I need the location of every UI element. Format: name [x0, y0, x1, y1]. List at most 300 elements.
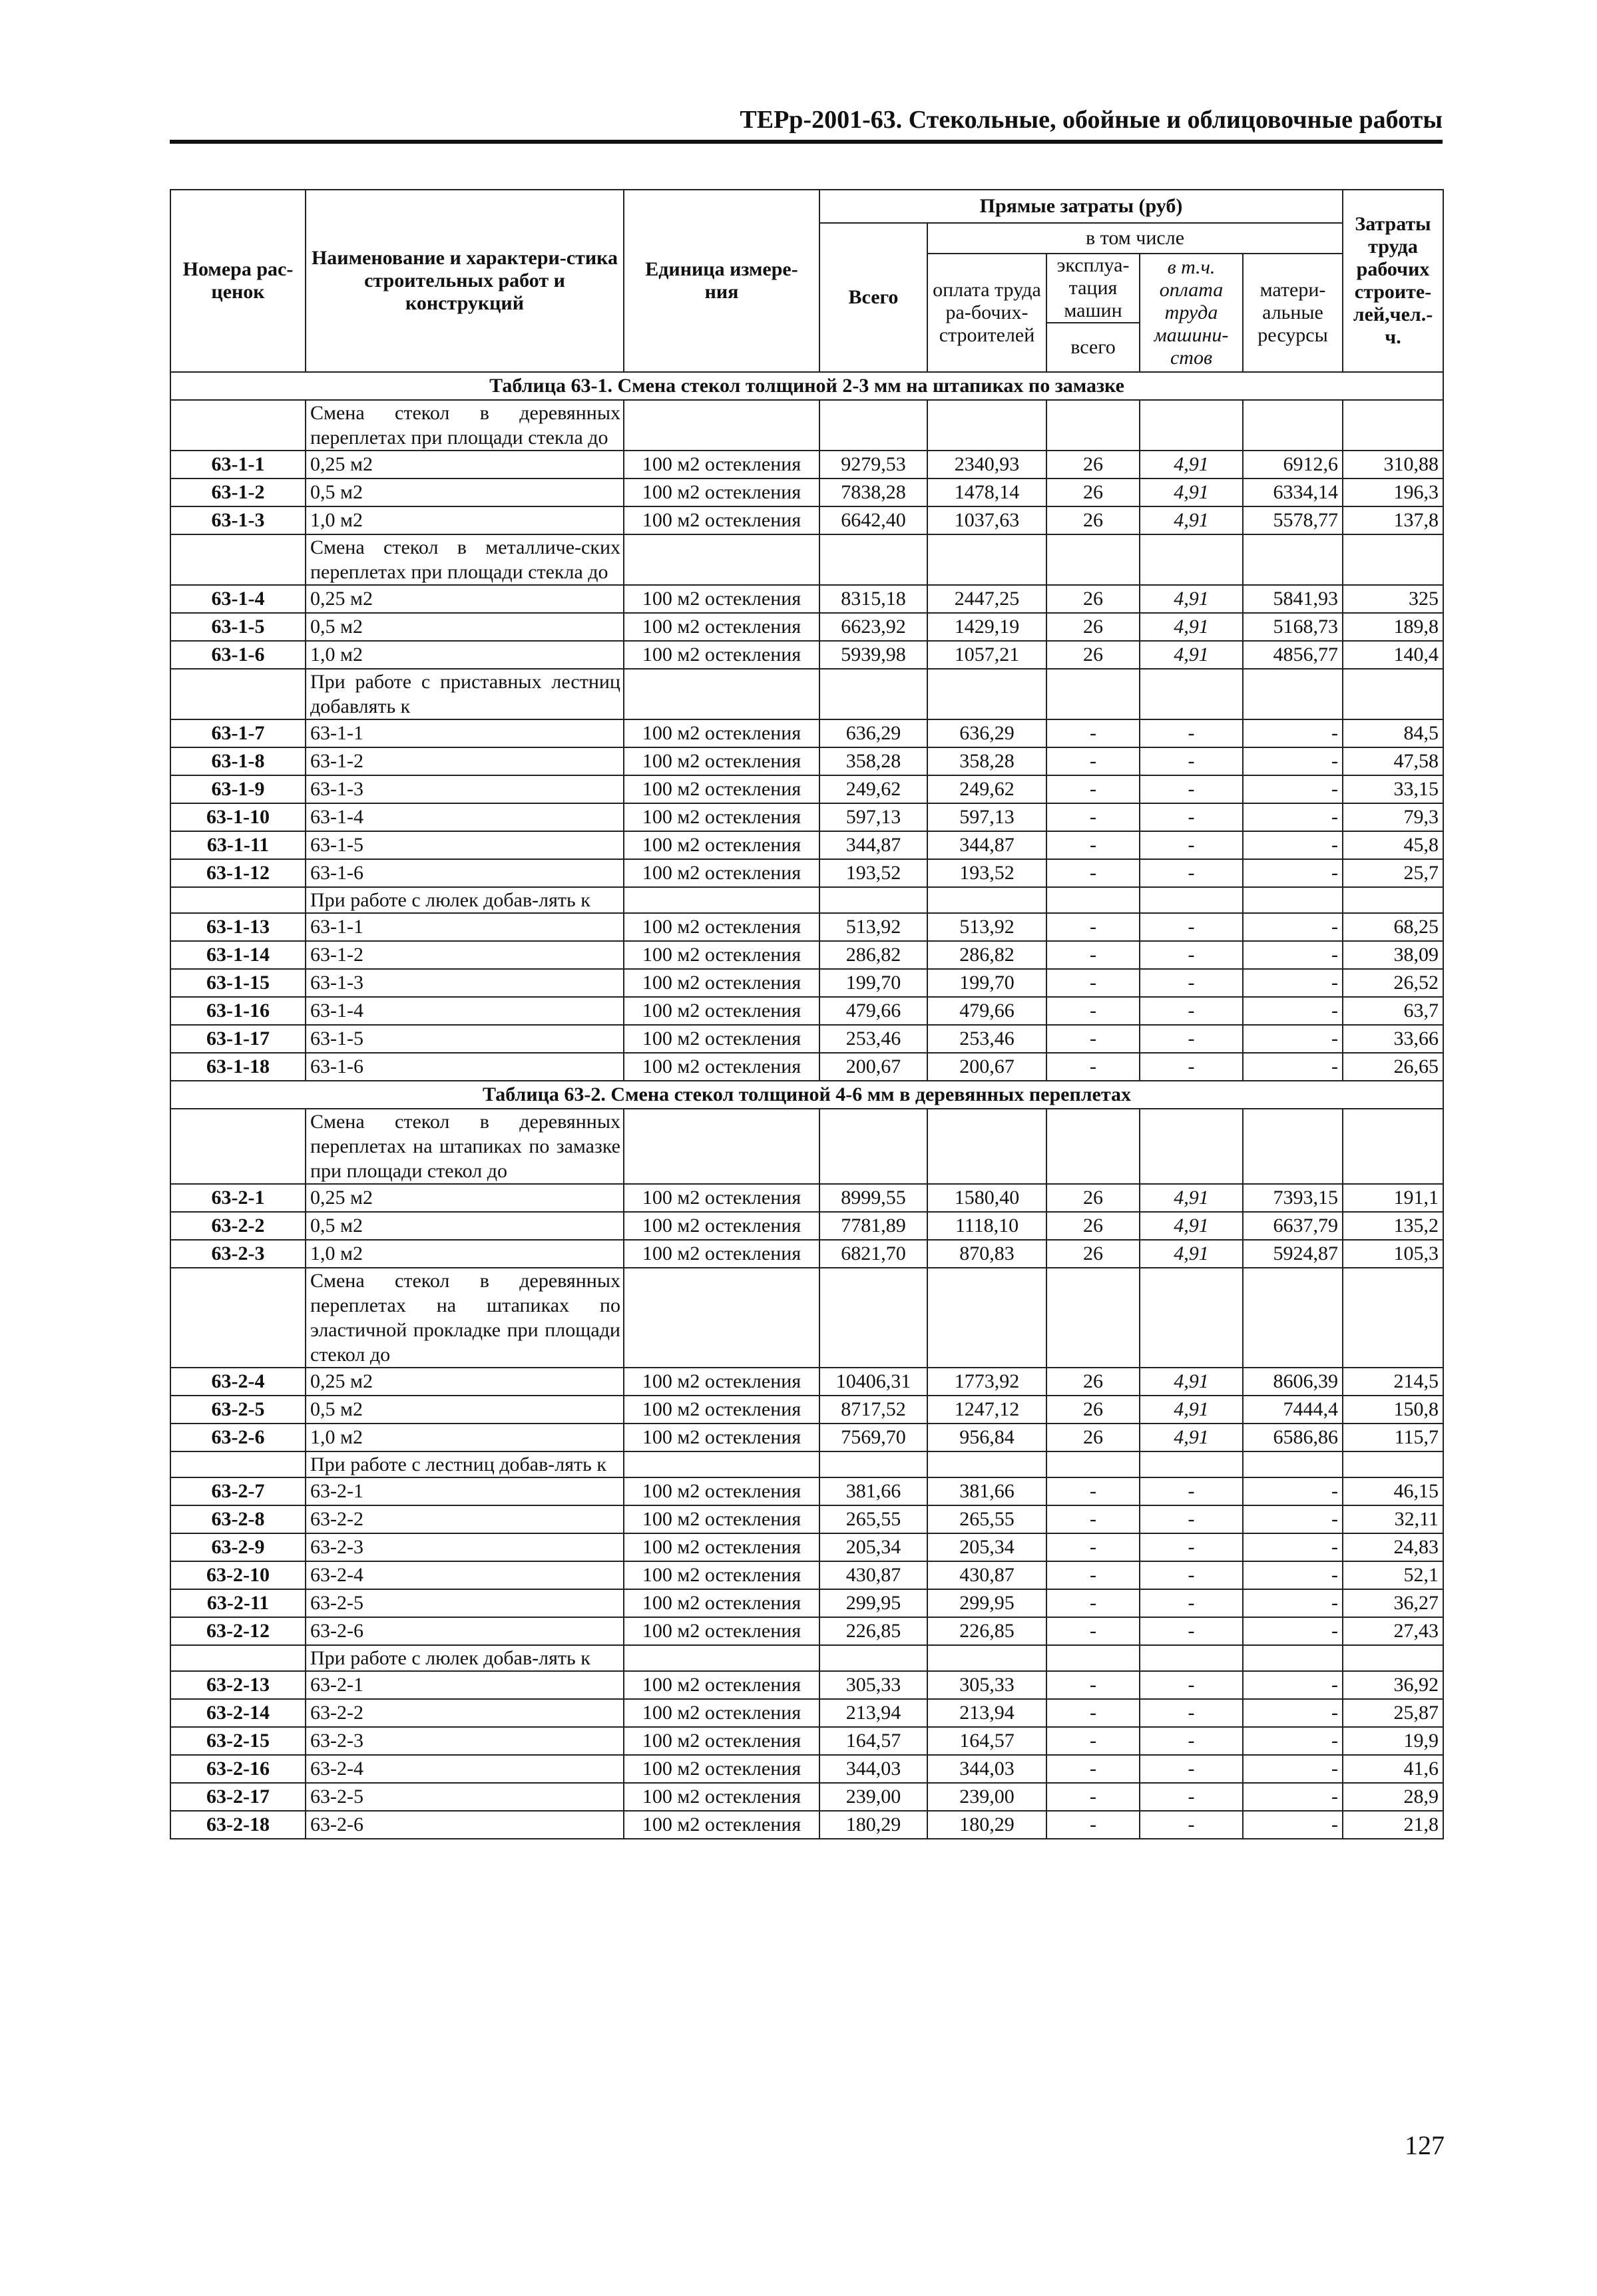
machine-wage-cost: -: [1140, 913, 1243, 941]
table-row: [170, 506, 1443, 534]
unit: 100 м2 остекления: [624, 719, 819, 747]
table-row: [170, 1699, 1443, 1727]
empty-cell: [1243, 887, 1343, 913]
rate-code: 63-2-7: [170, 1477, 306, 1505]
rate-code: 63-2-16: [170, 1755, 306, 1783]
rate-code: 63-2-9: [170, 1533, 306, 1561]
material-cost: -: [1243, 997, 1343, 1025]
empty-cell: [819, 1645, 927, 1671]
group-header-row: [170, 1109, 1443, 1184]
total-cost: 249,62: [819, 775, 927, 803]
col-header-labor: Затраты труда рабочих строите-лей,чел.-ч.: [1343, 190, 1443, 372]
total-cost: 597,13: [819, 803, 927, 831]
material-cost: -: [1243, 1811, 1343, 1839]
total-cost: 636,29: [819, 719, 927, 747]
machine-wage-cost: 4,91: [1140, 1184, 1243, 1212]
machine-cost: -: [1046, 775, 1140, 803]
unit: 100 м2 остекления: [624, 1212, 819, 1240]
table-row: [170, 478, 1443, 506]
machine-wage-cost: -: [1140, 1589, 1243, 1617]
work-name: 63-2-2: [306, 1699, 624, 1727]
wage-cost: 513,92: [927, 913, 1046, 941]
unit: 100 м2 остекления: [624, 1671, 819, 1699]
total-cost: 205,34: [819, 1533, 927, 1561]
material-cost: -: [1243, 831, 1343, 859]
machine-cost: -: [1046, 747, 1140, 775]
group-header-row: [170, 1645, 1443, 1671]
machine-cost: 26: [1046, 1396, 1140, 1424]
table-row: [170, 941, 1443, 969]
total-cost: 213,94: [819, 1699, 927, 1727]
material-cost: -: [1243, 803, 1343, 831]
labor-cost: 105,3: [1343, 1240, 1443, 1268]
labor-cost: 47,58: [1343, 747, 1443, 775]
wage-cost: 430,87: [927, 1561, 1046, 1589]
empty-cell: [1343, 400, 1443, 451]
group-header-row: [170, 534, 1443, 585]
wage-cost: 253,46: [927, 1025, 1046, 1053]
empty-cell: [624, 1109, 819, 1184]
wage-cost: 164,57: [927, 1727, 1046, 1755]
empty-cell: [927, 1451, 1046, 1477]
wage-cost: 305,33: [927, 1671, 1046, 1699]
wage-cost: 199,70: [927, 969, 1046, 997]
wage-cost: 344,03: [927, 1755, 1046, 1783]
machine-wage-cost: -: [1140, 1727, 1243, 1755]
labor-cost: 68,25: [1343, 913, 1443, 941]
work-name: 63-1-3: [306, 775, 624, 803]
group-title: Смена стекол в деревянных переплетах на штапиках по замазке при площади стекол до: [306, 1109, 624, 1184]
machine-wage-cost: -: [1140, 1505, 1243, 1533]
total-cost: 8999,55: [819, 1184, 927, 1212]
work-name: 1,0 м2: [306, 506, 624, 534]
machine-wage-cost: 4,91: [1140, 506, 1243, 534]
empty-cell: [1343, 1451, 1443, 1477]
total-cost: 5939,98: [819, 641, 927, 669]
rate-code: 63-2-17: [170, 1783, 306, 1811]
col-header-unit: Единица измере-ния: [624, 190, 819, 372]
table-row: [170, 997, 1443, 1025]
material-cost: -: [1243, 1533, 1343, 1561]
unit: 100 м2 остекления: [624, 478, 819, 506]
material-cost: 7444,4: [1243, 1396, 1343, 1424]
wage-cost: 2447,25: [927, 585, 1046, 613]
labor-cost: 33,15: [1343, 775, 1443, 803]
table-row: [170, 1025, 1443, 1053]
work-name: 0,5 м2: [306, 613, 624, 641]
table-row: [170, 451, 1443, 478]
labor-cost: 26,52: [1343, 969, 1443, 997]
group-title: При работе с приставных лестниц добавлять к: [306, 669, 624, 719]
empty-cell: [1343, 887, 1443, 913]
empty-cell: [819, 887, 927, 913]
work-name: 63-1-1: [306, 719, 624, 747]
rate-code: 63-1-16: [170, 997, 306, 1025]
unit: 100 м2 остекления: [624, 585, 819, 613]
machine-wage-cost: 4,91: [1140, 478, 1243, 506]
col-header-incl-wage: в т.ч. оплата труда машини-стов: [1140, 254, 1243, 372]
machine-wage-cost: -: [1140, 803, 1243, 831]
work-name: 63-2-5: [306, 1589, 624, 1617]
work-name: 63-2-4: [306, 1561, 624, 1589]
wage-cost: 239,00: [927, 1783, 1046, 1811]
table-row: [170, 585, 1443, 613]
table-row: [170, 1368, 1443, 1396]
group-title: Смена стекол в деревянных переплетах на штапиках по эластичной прокладке при площади стекол до: [306, 1268, 624, 1368]
work-name: 63-2-3: [306, 1533, 624, 1561]
unit: 100 м2 остекления: [624, 641, 819, 669]
col-header-wage: оплата труда ра-бочих-строителей: [927, 254, 1046, 372]
material-cost: -: [1243, 1589, 1343, 1617]
unit: 100 м2 остекления: [624, 1699, 819, 1727]
machine-cost: -: [1046, 1561, 1140, 1589]
wage-cost: 205,34: [927, 1533, 1046, 1561]
material-cost: -: [1243, 1699, 1343, 1727]
wage-cost: 1478,14: [927, 478, 1046, 506]
machine-cost: -: [1046, 1533, 1140, 1561]
work-name: 1,0 м2: [306, 641, 624, 669]
total-cost: 164,57: [819, 1727, 927, 1755]
wage-cost: 1037,63: [927, 506, 1046, 534]
labor-cost: 191,1: [1343, 1184, 1443, 1212]
labor-cost: 38,09: [1343, 941, 1443, 969]
material-cost: -: [1243, 1783, 1343, 1811]
table-row: [170, 1240, 1443, 1268]
rate-code: 63-2-10: [170, 1561, 306, 1589]
empty-cell: [1243, 400, 1343, 451]
unit: 100 м2 остекления: [624, 1533, 819, 1561]
labor-cost: 196,3: [1343, 478, 1443, 506]
unit: 100 м2 остекления: [624, 1025, 819, 1053]
unit: 100 м2 остекления: [624, 859, 819, 887]
rate-code: 63-1-8: [170, 747, 306, 775]
machine-cost: -: [1046, 831, 1140, 859]
machine-wage-cost: -: [1140, 1053, 1243, 1081]
machine-cost: 26: [1046, 1368, 1140, 1396]
wage-cost: 193,52: [927, 859, 1046, 887]
table-row: [170, 1727, 1443, 1755]
total-cost: 7838,28: [819, 478, 927, 506]
table-row: [170, 719, 1443, 747]
unit: 100 м2 остекления: [624, 1755, 819, 1783]
col-header-total: Всего: [819, 223, 927, 372]
table-row: [170, 913, 1443, 941]
rate-code: 63-1-6: [170, 641, 306, 669]
wage-cost: 249,62: [927, 775, 1046, 803]
wage-cost: 870,83: [927, 1240, 1046, 1268]
total-cost: 305,33: [819, 1671, 927, 1699]
work-name: 63-1-5: [306, 831, 624, 859]
work-name: 63-1-4: [306, 803, 624, 831]
table-caption: Таблица 63-2. Смена стекол толщиной 4-6 мм в деревянных переплетах: [170, 1081, 1443, 1109]
empty-cell: [624, 534, 819, 585]
total-cost: 286,82: [819, 941, 927, 969]
empty-cell: [1140, 669, 1243, 719]
machine-cost: -: [1046, 803, 1140, 831]
machine-wage-cost: 4,91: [1140, 1424, 1243, 1451]
machine-cost: -: [1046, 997, 1140, 1025]
work-name: 63-2-6: [306, 1617, 624, 1645]
material-cost: 5924,87: [1243, 1240, 1343, 1268]
empty-cell: [1140, 400, 1243, 451]
material-cost: -: [1243, 941, 1343, 969]
material-cost: 6912,6: [1243, 451, 1343, 478]
work-name: 63-2-2: [306, 1505, 624, 1533]
table-row: [170, 1053, 1443, 1081]
page-header: ТЕРр-2001-63. Стекольные, обойные и облицовочные работы: [740, 106, 1443, 134]
rate-code: 63-1-7: [170, 719, 306, 747]
work-name: 63-2-3: [306, 1727, 624, 1755]
labor-cost: 137,8: [1343, 506, 1443, 534]
labor-cost: 135,2: [1343, 1212, 1443, 1240]
unit: 100 м2 остекления: [624, 1424, 819, 1451]
table-row: [170, 831, 1443, 859]
unit: 100 м2 остекления: [624, 1396, 819, 1424]
material-cost: -: [1243, 1671, 1343, 1699]
material-cost: -: [1243, 775, 1343, 803]
unit: 100 м2 остекления: [624, 1477, 819, 1505]
empty-cell: [1243, 1451, 1343, 1477]
machine-cost: -: [1046, 913, 1140, 941]
empty-cell: [1243, 669, 1343, 719]
labor-cost: 84,5: [1343, 719, 1443, 747]
empty-cell: [927, 1268, 1046, 1368]
rate-code: 63-1-1: [170, 451, 306, 478]
table-row: [170, 1477, 1443, 1505]
wage-cost: 286,82: [927, 941, 1046, 969]
work-name: 0,5 м2: [306, 1212, 624, 1240]
material-cost: 8606,39: [1243, 1368, 1343, 1396]
machine-cost: -: [1046, 1783, 1140, 1811]
machine-cost: 26: [1046, 613, 1140, 641]
machine-cost: -: [1046, 1505, 1140, 1533]
total-cost: 344,87: [819, 831, 927, 859]
labor-cost: 25,7: [1343, 859, 1443, 887]
empty-cell: [819, 400, 927, 451]
group-header-row: [170, 400, 1443, 451]
work-name: 0,5 м2: [306, 1396, 624, 1424]
total-cost: 381,66: [819, 1477, 927, 1505]
labor-cost: 52,1: [1343, 1561, 1443, 1589]
machine-cost: -: [1046, 1727, 1140, 1755]
empty-cell: [1046, 1109, 1140, 1184]
work-name: 63-1-6: [306, 859, 624, 887]
unit: 100 м2 остекления: [624, 997, 819, 1025]
header-rule: [170, 140, 1443, 144]
work-name: 0,25 м2: [306, 451, 624, 478]
wage-cost: 299,95: [927, 1589, 1046, 1617]
rate-code: 63-2-12: [170, 1617, 306, 1645]
table-row: [170, 1561, 1443, 1589]
total-cost: 8315,18: [819, 585, 927, 613]
empty-cell: [1243, 1268, 1343, 1368]
empty-cell: [1140, 534, 1243, 585]
empty-cell: [1343, 1645, 1443, 1671]
total-cost: 265,55: [819, 1505, 927, 1533]
total-cost: 344,03: [819, 1755, 927, 1783]
total-cost: 253,46: [819, 1025, 927, 1053]
total-cost: 199,70: [819, 969, 927, 997]
table-caption-row: [170, 1081, 1443, 1109]
machine-wage-cost: -: [1140, 1477, 1243, 1505]
empty-cell: [170, 534, 306, 585]
empty-cell: [927, 669, 1046, 719]
material-cost: 6637,79: [1243, 1212, 1343, 1240]
machine-cost: -: [1046, 859, 1140, 887]
material-cost: -: [1243, 719, 1343, 747]
unit: 100 м2 остекления: [624, 451, 819, 478]
table-row: [170, 1589, 1443, 1617]
empty-cell: [1140, 887, 1243, 913]
labor-cost: 115,7: [1343, 1424, 1443, 1451]
wage-cost: 2340,93: [927, 451, 1046, 478]
rate-code: 63-1-9: [170, 775, 306, 803]
machine-cost: 26: [1046, 1424, 1140, 1451]
rate-code: 63-1-18: [170, 1053, 306, 1081]
total-cost: 239,00: [819, 1783, 927, 1811]
wage-cost: 226,85: [927, 1617, 1046, 1645]
wage-cost: 180,29: [927, 1811, 1046, 1839]
table-row: [170, 1184, 1443, 1212]
empty-cell: [170, 1645, 306, 1671]
wage-cost: 200,67: [927, 1053, 1046, 1081]
rate-code: 63-1-17: [170, 1025, 306, 1053]
machine-cost: 26: [1046, 1184, 1140, 1212]
empty-cell: [927, 1645, 1046, 1671]
work-name: 0,25 м2: [306, 1368, 624, 1396]
machine-wage-cost: 4,91: [1140, 613, 1243, 641]
wage-cost: 1057,21: [927, 641, 1046, 669]
col-header-name: Наименование и характери-стика строительных работ и конструкций: [306, 190, 624, 372]
machine-wage-cost: 4,91: [1140, 451, 1243, 478]
wage-cost: 956,84: [927, 1424, 1046, 1451]
group-header-row: [170, 1451, 1443, 1477]
empty-cell: [624, 1268, 819, 1368]
machine-wage-cost: -: [1140, 1783, 1243, 1811]
machine-cost: 26: [1046, 506, 1140, 534]
total-cost: 7781,89: [819, 1212, 927, 1240]
material-cost: -: [1243, 1755, 1343, 1783]
work-name: 63-1-1: [306, 913, 624, 941]
machine-wage-cost: -: [1140, 997, 1243, 1025]
unit: 100 м2 остекления: [624, 1811, 819, 1839]
rate-code: 63-1-2: [170, 478, 306, 506]
machine-cost: -: [1046, 1589, 1140, 1617]
empty-cell: [624, 887, 819, 913]
total-cost: 430,87: [819, 1561, 927, 1589]
rate-code: 63-2-1: [170, 1184, 306, 1212]
machine-cost: 26: [1046, 1240, 1140, 1268]
material-cost: 5578,77: [1243, 506, 1343, 534]
labor-cost: 32,11: [1343, 1505, 1443, 1533]
machine-wage-cost: 4,91: [1140, 585, 1243, 613]
table-row: [170, 969, 1443, 997]
empty-cell: [1343, 1109, 1443, 1184]
rate-code: 63-1-3: [170, 506, 306, 534]
wage-cost: 597,13: [927, 803, 1046, 831]
machine-cost: -: [1046, 1617, 1140, 1645]
labor-cost: 25,87: [1343, 1699, 1443, 1727]
machine-wage-cost: -: [1140, 941, 1243, 969]
table-body: [170, 372, 1443, 1839]
group-header-row: [170, 1268, 1443, 1368]
table-header: [170, 190, 1443, 372]
total-cost: 226,85: [819, 1617, 927, 1645]
rate-code: 63-1-5: [170, 613, 306, 641]
work-name: 63-2-4: [306, 1755, 624, 1783]
empty-cell: [1046, 669, 1140, 719]
total-cost: 193,52: [819, 859, 927, 887]
rate-code: 63-2-18: [170, 1811, 306, 1839]
wage-cost: 381,66: [927, 1477, 1046, 1505]
empty-cell: [170, 887, 306, 913]
table-row: [170, 1617, 1443, 1645]
table-row: [170, 803, 1443, 831]
machine-wage-cost: -: [1140, 831, 1243, 859]
table-row: [170, 747, 1443, 775]
material-cost: 7393,15: [1243, 1184, 1343, 1212]
labor-cost: 45,8: [1343, 831, 1443, 859]
group-title: При работе с лестниц добав-лять к: [306, 1451, 624, 1477]
group-header-row: [170, 887, 1443, 913]
empty-cell: [170, 1268, 306, 1368]
empty-cell: [1343, 669, 1443, 719]
wage-cost: 479,66: [927, 997, 1046, 1025]
material-cost: 4856,77: [1243, 641, 1343, 669]
group-title: Смена стекол в деревянных переплетах при площади стекла до: [306, 400, 624, 451]
unit: 100 м2 остекления: [624, 613, 819, 641]
unit: 100 м2 остекления: [624, 1505, 819, 1533]
col-header-exploit: эксплуа-тация машин: [1046, 254, 1140, 323]
total-cost: 6821,70: [819, 1240, 927, 1268]
empty-cell: [1343, 1268, 1443, 1368]
table-row: [170, 1505, 1443, 1533]
table-row: [170, 1424, 1443, 1451]
labor-cost: 27,43: [1343, 1617, 1443, 1645]
unit: 100 м2 остекления: [624, 506, 819, 534]
work-name: 1,0 м2: [306, 1424, 624, 1451]
machine-wage-cost: -: [1140, 719, 1243, 747]
table-row: [170, 641, 1443, 669]
empty-cell: [927, 400, 1046, 451]
labor-cost: 189,8: [1343, 613, 1443, 641]
labor-cost: 41,6: [1343, 1755, 1443, 1783]
wage-cost: 213,94: [927, 1699, 1046, 1727]
machine-cost: 26: [1046, 585, 1140, 613]
machine-cost: -: [1046, 1699, 1140, 1727]
unit: 100 м2 остекления: [624, 913, 819, 941]
wage-cost: 1429,19: [927, 613, 1046, 641]
machine-wage-cost: 4,91: [1140, 1240, 1243, 1268]
rate-code: 63-2-8: [170, 1505, 306, 1533]
wage-cost: 1773,92: [927, 1368, 1046, 1396]
empty-cell: [927, 1109, 1046, 1184]
machine-cost: 26: [1046, 451, 1140, 478]
work-name: 63-2-5: [306, 1783, 624, 1811]
machine-cost: -: [1046, 941, 1140, 969]
group-title: При работе с люлек добав-лять к: [306, 887, 624, 913]
wage-cost: 1580,40: [927, 1184, 1046, 1212]
total-cost: 358,28: [819, 747, 927, 775]
work-name: 63-2-6: [306, 1811, 624, 1839]
machine-wage-cost: 4,91: [1140, 641, 1243, 669]
work-name: 63-2-1: [306, 1477, 624, 1505]
total-cost: 180,29: [819, 1811, 927, 1839]
machine-cost: -: [1046, 1025, 1140, 1053]
table-row: [170, 1671, 1443, 1699]
work-name: 63-1-6: [306, 1053, 624, 1081]
unit: 100 м2 остекления: [624, 1589, 819, 1617]
